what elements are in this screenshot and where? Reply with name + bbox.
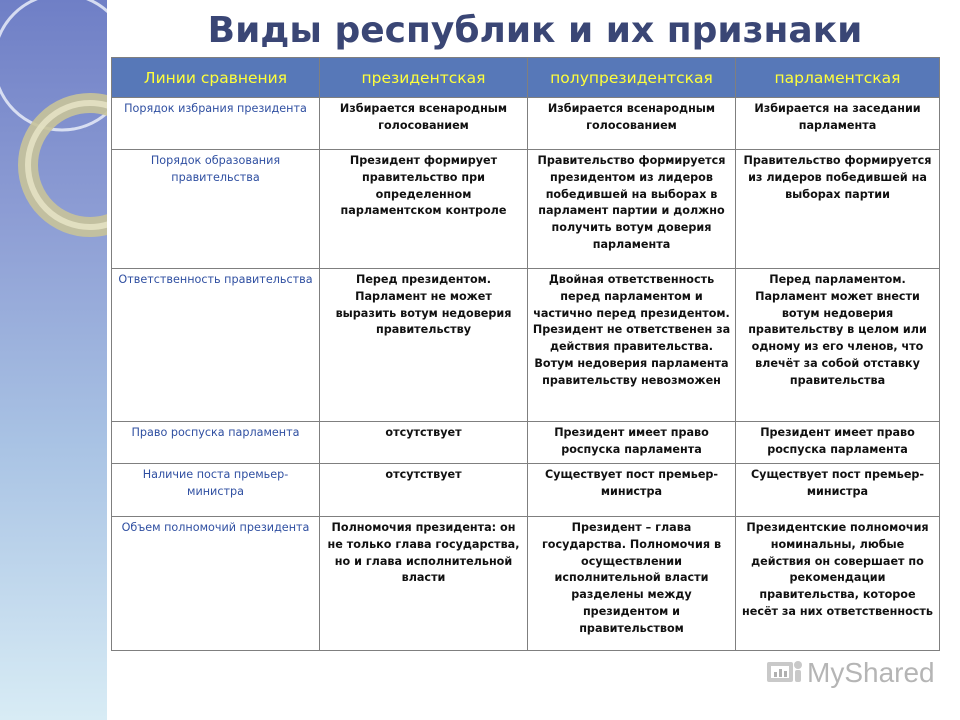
row-label: Право роспуска парламента	[112, 422, 320, 464]
table-row	[112, 464, 940, 517]
table-row	[112, 150, 940, 269]
cell-semi-presidential: Избирается всенародным голосованием	[528, 98, 736, 150]
header-presidential: президентская	[320, 58, 528, 98]
cell-parliamentary: Президентские полномочия номинальны, любые действия он совершает по рекомендации правительства, которое несёт за них ответственность	[736, 517, 940, 651]
header-comparison-lines: Линии сравнения	[112, 58, 320, 98]
cell-parliamentary: Президент имеет право роспуска парламента	[736, 422, 940, 464]
cell-parliamentary: Правительство формируется из лидеров победившей на выборах партии	[736, 150, 940, 269]
cell-presidential: отсутствует	[320, 422, 528, 464]
row-label: Ответственность правительства	[112, 269, 320, 422]
decorative-sidebar	[0, 0, 107, 720]
cell-parliamentary: Перед парламентом. Парламент может внести вотум недоверия правительству в целом или одному из его членов, что влечёт за собой отставку правительства	[736, 269, 940, 422]
row-label: Объем полномочий президента	[112, 517, 320, 651]
row-label: Наличие поста премьер-министра	[112, 464, 320, 517]
cell-parliamentary: Существует пост премьер-министра	[736, 464, 940, 517]
row-label: Порядок образования правительства	[112, 150, 320, 269]
table-row	[112, 269, 940, 422]
decorative-rings	[0, 0, 107, 720]
watermark-text: MyShared	[807, 657, 935, 688]
header-semi-presidential: полупрезидентская	[528, 58, 736, 98]
header-parliamentary: парламентская	[736, 58, 940, 98]
row-label: Порядок избрания президента	[112, 98, 320, 150]
page-title: Виды республик и их признаки	[207, 10, 863, 51]
cell-semi-presidential: Правительство формируется президентом из лидеров победившей на выборах в парламент партии и должно получить вотум доверия парламента	[528, 150, 736, 269]
table-row	[112, 422, 940, 464]
comparison-table	[111, 57, 940, 651]
cell-presidential: Избирается всенародным голосованием	[320, 98, 528, 150]
table-row	[112, 517, 940, 651]
cell-semi-presidential: Существует пост премьер-министра	[528, 464, 736, 517]
cell-semi-presidential: Президент имеет право роспуска парламента	[528, 422, 736, 464]
cell-presidential: Президент формирует правительство при определенном парламентском контроле	[320, 150, 528, 269]
cell-presidential: отсутствует	[320, 464, 528, 517]
cell-parliamentary: Избирается на заседании парламента	[736, 98, 940, 150]
cell-semi-presidential: Двойная ответственность перед парламентом и частично перед президентом. Президент не ответственен за действия правительства. Вотум недоверия парламента правительству невозможен	[528, 269, 736, 422]
cell-semi-presidential: Президент – глава государства. Полномочия в осуществлении исполнительной власти разделены между президентом и правительством	[528, 517, 736, 651]
watermark-logo	[765, 655, 935, 691]
presentation-icon	[765, 655, 805, 691]
cell-presidential: Полномочия президента: он не только глава государства, но и глава исполнительной власти	[320, 517, 528, 651]
table-header-row	[112, 58, 940, 98]
table-row	[112, 98, 940, 150]
cell-presidential: Перед президентом. Парламент не может выразить вотум недоверия правительству	[320, 269, 528, 422]
